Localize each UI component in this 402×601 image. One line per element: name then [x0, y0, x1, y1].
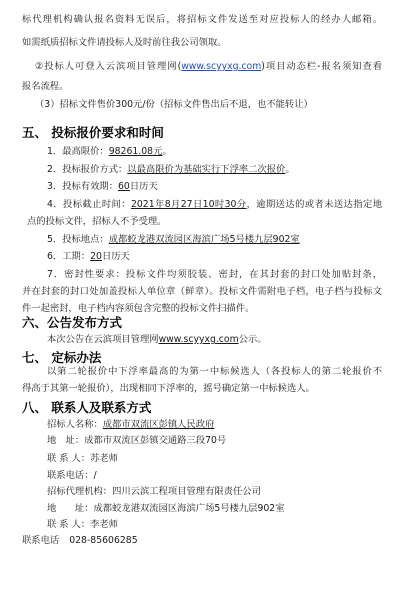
tenderer-address-line	[47, 435, 382, 447]
tenderer-name-label: 招标人名称：	[47, 419, 103, 430]
agency-address-label: 地 址：	[47, 503, 94, 514]
tenderer-address: 成都市双流区彭镇交通路三段70号	[84, 435, 227, 446]
award-line-1: 以第二轮报价中下浮率最高的为第一中标候选人（各投标人的第二轮报价不	[47, 366, 382, 377]
publish-line	[47, 334, 382, 346]
deadline-suffix: ，逾期送达的或者未送达指定地	[246, 199, 382, 210]
sealing-line-2: 并在封套的封口处加盖投标人单位章（鲜章）。投标文件需附电子档，电子档与投标文	[22, 286, 382, 297]
deadline-label: 4．投标截止时间：	[47, 199, 131, 210]
tenderer-contact: 苏老师	[90, 453, 119, 464]
tenderer-name: 成都市双流区彭镇人民政府	[102, 419, 215, 430]
intro-register-cont: 报名流程。	[22, 81, 69, 92]
max-price-suffix: 。	[162, 146, 172, 157]
validity-label: 3．投标有效期：	[47, 181, 118, 192]
max-price-item	[47, 146, 382, 158]
tenderer-name-line	[47, 419, 382, 431]
publish-prefix: 本次公告在云滨项目管理网	[47, 334, 159, 345]
section5-heading: 五、 投标报价要求和时间	[22, 125, 164, 140]
duration-item	[47, 251, 382, 263]
deadline-cont: 点的投标文件，招标人不予受理。	[27, 216, 167, 227]
tenderer-contact-line	[47, 453, 382, 465]
validity-suffix: 日历天	[129, 181, 158, 192]
tenderer-phone-line	[47, 470, 382, 482]
tenderer-phone: /	[93, 470, 97, 481]
validity-value: 60	[118, 181, 130, 192]
agency-phone-label: 联系电话	[22, 535, 60, 546]
section6-heading: 六、公告发布方式	[22, 315, 123, 330]
agency-contact-line	[47, 519, 382, 531]
award-line-2: 得高于其第一轮报价），出现相同下浮率的，摇号确定第一中标候选人。	[22, 383, 315, 394]
duration-value: 20	[90, 251, 102, 262]
agency-contact: 李老师	[90, 519, 119, 530]
max-price-label: 1．最高限价：	[47, 146, 109, 157]
intro-price-line: （3）招标文件售价300元/份（招标文件售出后不退，也不能转让）	[35, 99, 313, 110]
section7-heading: 七、 定标办法	[22, 350, 102, 365]
duration-label: 6．工期：	[47, 251, 91, 262]
sealing-line-3: 件一起密封，电子档内容须包含完整的投标文件扫描件。	[22, 303, 255, 314]
agency-phone: 028-85606285	[69, 535, 138, 546]
sealing-line-1: 7．密封性要求：投标文件均须胶装、密封，在其封套的封口处加贴封条，	[47, 269, 382, 280]
agency-name-line	[47, 486, 382, 498]
deadline-item	[47, 199, 382, 211]
quote-method-label: 2．投标报价方式：	[47, 164, 128, 175]
intro-email-line: 标代理机构确认报名资料无误后，将招标文件发送至对应投标人的经办人邮箱。	[22, 14, 382, 25]
duration-suffix: 日历天	[101, 251, 130, 262]
quote-method-suffix: 。	[285, 164, 295, 175]
intro-paper-line: 如需纸质招标文件请投标人及时前往我公司领取。	[22, 37, 227, 48]
tenderer-contact-label: 联 系 人：	[47, 453, 91, 464]
max-price-value: 98261.08元	[108, 146, 163, 157]
agency-name-label: 招标代理机构：	[47, 486, 113, 497]
intro-register-line	[35, 61, 382, 73]
register-prefix: ②投标人可登入云滨项目管理网(	[35, 61, 182, 72]
location-item	[47, 234, 382, 246]
quote-method-item	[47, 164, 382, 176]
publish-suffix: 公示。	[238, 334, 267, 345]
agency-address: 成都蛟龙港双流园区海滨广场5号楼九层902室	[93, 503, 285, 514]
location-label: 5．投标地点：	[47, 234, 109, 245]
validity-item	[47, 181, 382, 193]
agency-name: 四川云滨工程项目管理有限责任公司	[112, 486, 261, 497]
agency-phone-line	[22, 535, 382, 547]
tenderer-phone-label: 联系电话：	[47, 470, 94, 481]
agency-address-line	[47, 503, 382, 515]
section8-heading: 八、 联系人及联系方式	[22, 400, 152, 415]
quote-method-value: 以最高限价为基础实行下浮率二次报价	[127, 164, 286, 175]
location-value: 成都蛟龙港双流园区海滨广场5号楼九层902室	[108, 234, 300, 245]
publish-website-link[interactable]: www.scyyxg.com	[158, 334, 239, 345]
tenderer-address-label: 地 址：	[47, 435, 85, 446]
deadline-value: 2021年8月27日10时30分	[130, 199, 247, 210]
agency-contact-label: 联 系 人：	[47, 519, 91, 530]
register-website-link[interactable]: www.scyyxg.com	[181, 61, 262, 72]
register-suffix: )项目动态栏-报名须知查看	[261, 61, 382, 72]
